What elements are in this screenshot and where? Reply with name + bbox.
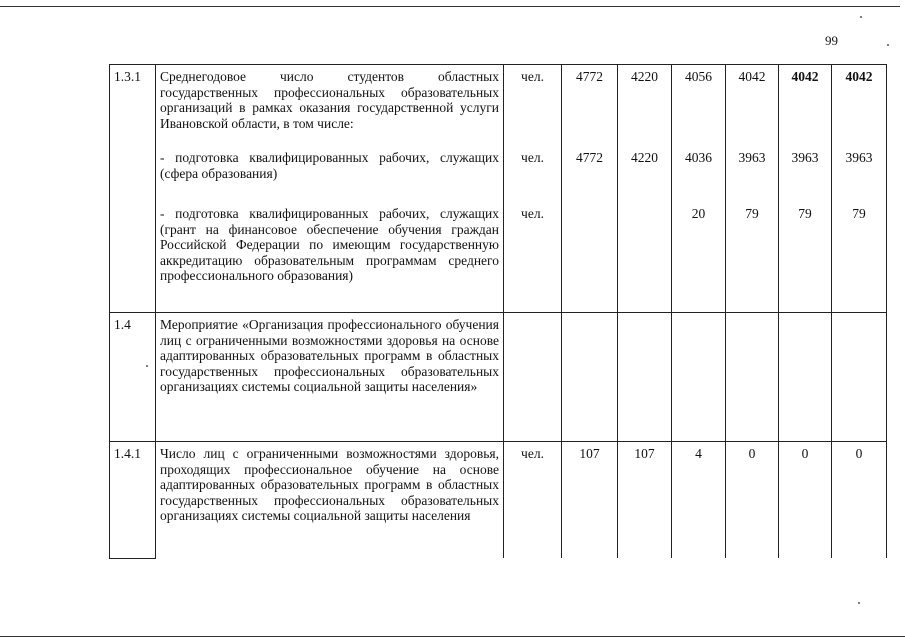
- row-description: Число лиц с ограниченными возможностями здоровья, проходящих профессиональное обучение на основе адаптированных образовательных программ в областных государственных профессиональных образовательных организациях системы социальной защиты населения: [156, 442, 504, 559]
- value-cell: [562, 202, 618, 313]
- row-description: Мероприятие «Организация профессионального обучения лиц с ограниченными возможностями здоровья на основе адаптированных образовательных программ в областных государственных профессиональных образовательных организациях системы социальной защиты населения»: [156, 313, 504, 442]
- value-cell: 4: [672, 442, 726, 559]
- value-cell: 4772: [562, 146, 618, 202]
- value-cell: [726, 313, 779, 442]
- bottom-rule: [0, 636, 905, 637]
- table-row: [110, 313, 887, 442]
- value-cell: 3963: [832, 146, 887, 202]
- table-row: [110, 65, 887, 147]
- row-unit: чел.: [504, 65, 562, 147]
- scan-speck: [858, 602, 860, 604]
- value-cell: 4056: [672, 65, 726, 147]
- top-rule: [0, 6, 900, 7]
- value-cell: 0: [832, 442, 887, 559]
- table-row: [110, 146, 887, 202]
- value-cell: 107: [562, 442, 618, 559]
- table-row: [110, 442, 887, 559]
- row-code: 1.4: [110, 313, 156, 442]
- row-description: - подготовка квалифицированных рабочих, служащих (грант на финансовое обеспечение обучения граждан Российской Федерации по имеющим государственную аккредитацию образовательным программам среднего профессионального образования): [156, 202, 504, 313]
- table-row: [110, 202, 887, 313]
- value-cell: [672, 313, 726, 442]
- value-cell: 4220: [618, 146, 672, 202]
- row-description: Среднегодовое число студентов областных государственных профессиональных образовательных организаций в рамках оказания государственной услуги Ивановской области, в том числе:: [156, 65, 504, 147]
- scan-speck: [860, 16, 862, 18]
- row-unit: чел.: [504, 442, 562, 559]
- row-code: 1.3.1: [110, 65, 156, 313]
- value-cell: 4042: [832, 65, 887, 147]
- row-description: - подготовка квалифицированных рабочих, служащих (сфера образования): [156, 146, 504, 202]
- value-cell: 107: [618, 442, 672, 559]
- row-unit: чел.: [504, 146, 562, 202]
- value-cell: 4042: [779, 65, 832, 147]
- row-code: 1.4.1: [110, 442, 156, 559]
- value-cell: 4042: [726, 65, 779, 147]
- indicator-table: [109, 64, 887, 559]
- value-cell: [779, 313, 832, 442]
- value-cell: [562, 313, 618, 442]
- value-cell: 3963: [726, 146, 779, 202]
- row-unit: [504, 313, 562, 442]
- value-cell: 20: [672, 202, 726, 313]
- page-number: 99: [825, 33, 838, 48]
- value-cell: 3963: [779, 146, 832, 202]
- value-cell: 0: [779, 442, 832, 559]
- value-cell: [618, 313, 672, 442]
- value-cell: 4036: [672, 146, 726, 202]
- value-cell: 79: [779, 202, 832, 313]
- value-cell: 4220: [618, 65, 672, 147]
- value-cell: [832, 313, 887, 442]
- value-cell: 79: [832, 202, 887, 313]
- value-cell: [618, 202, 672, 313]
- scan-speck: [887, 44, 889, 46]
- row-unit: чел.: [504, 202, 562, 313]
- value-cell: 4772: [562, 65, 618, 147]
- value-cell: 79: [726, 202, 779, 313]
- value-cell: 0: [726, 442, 779, 559]
